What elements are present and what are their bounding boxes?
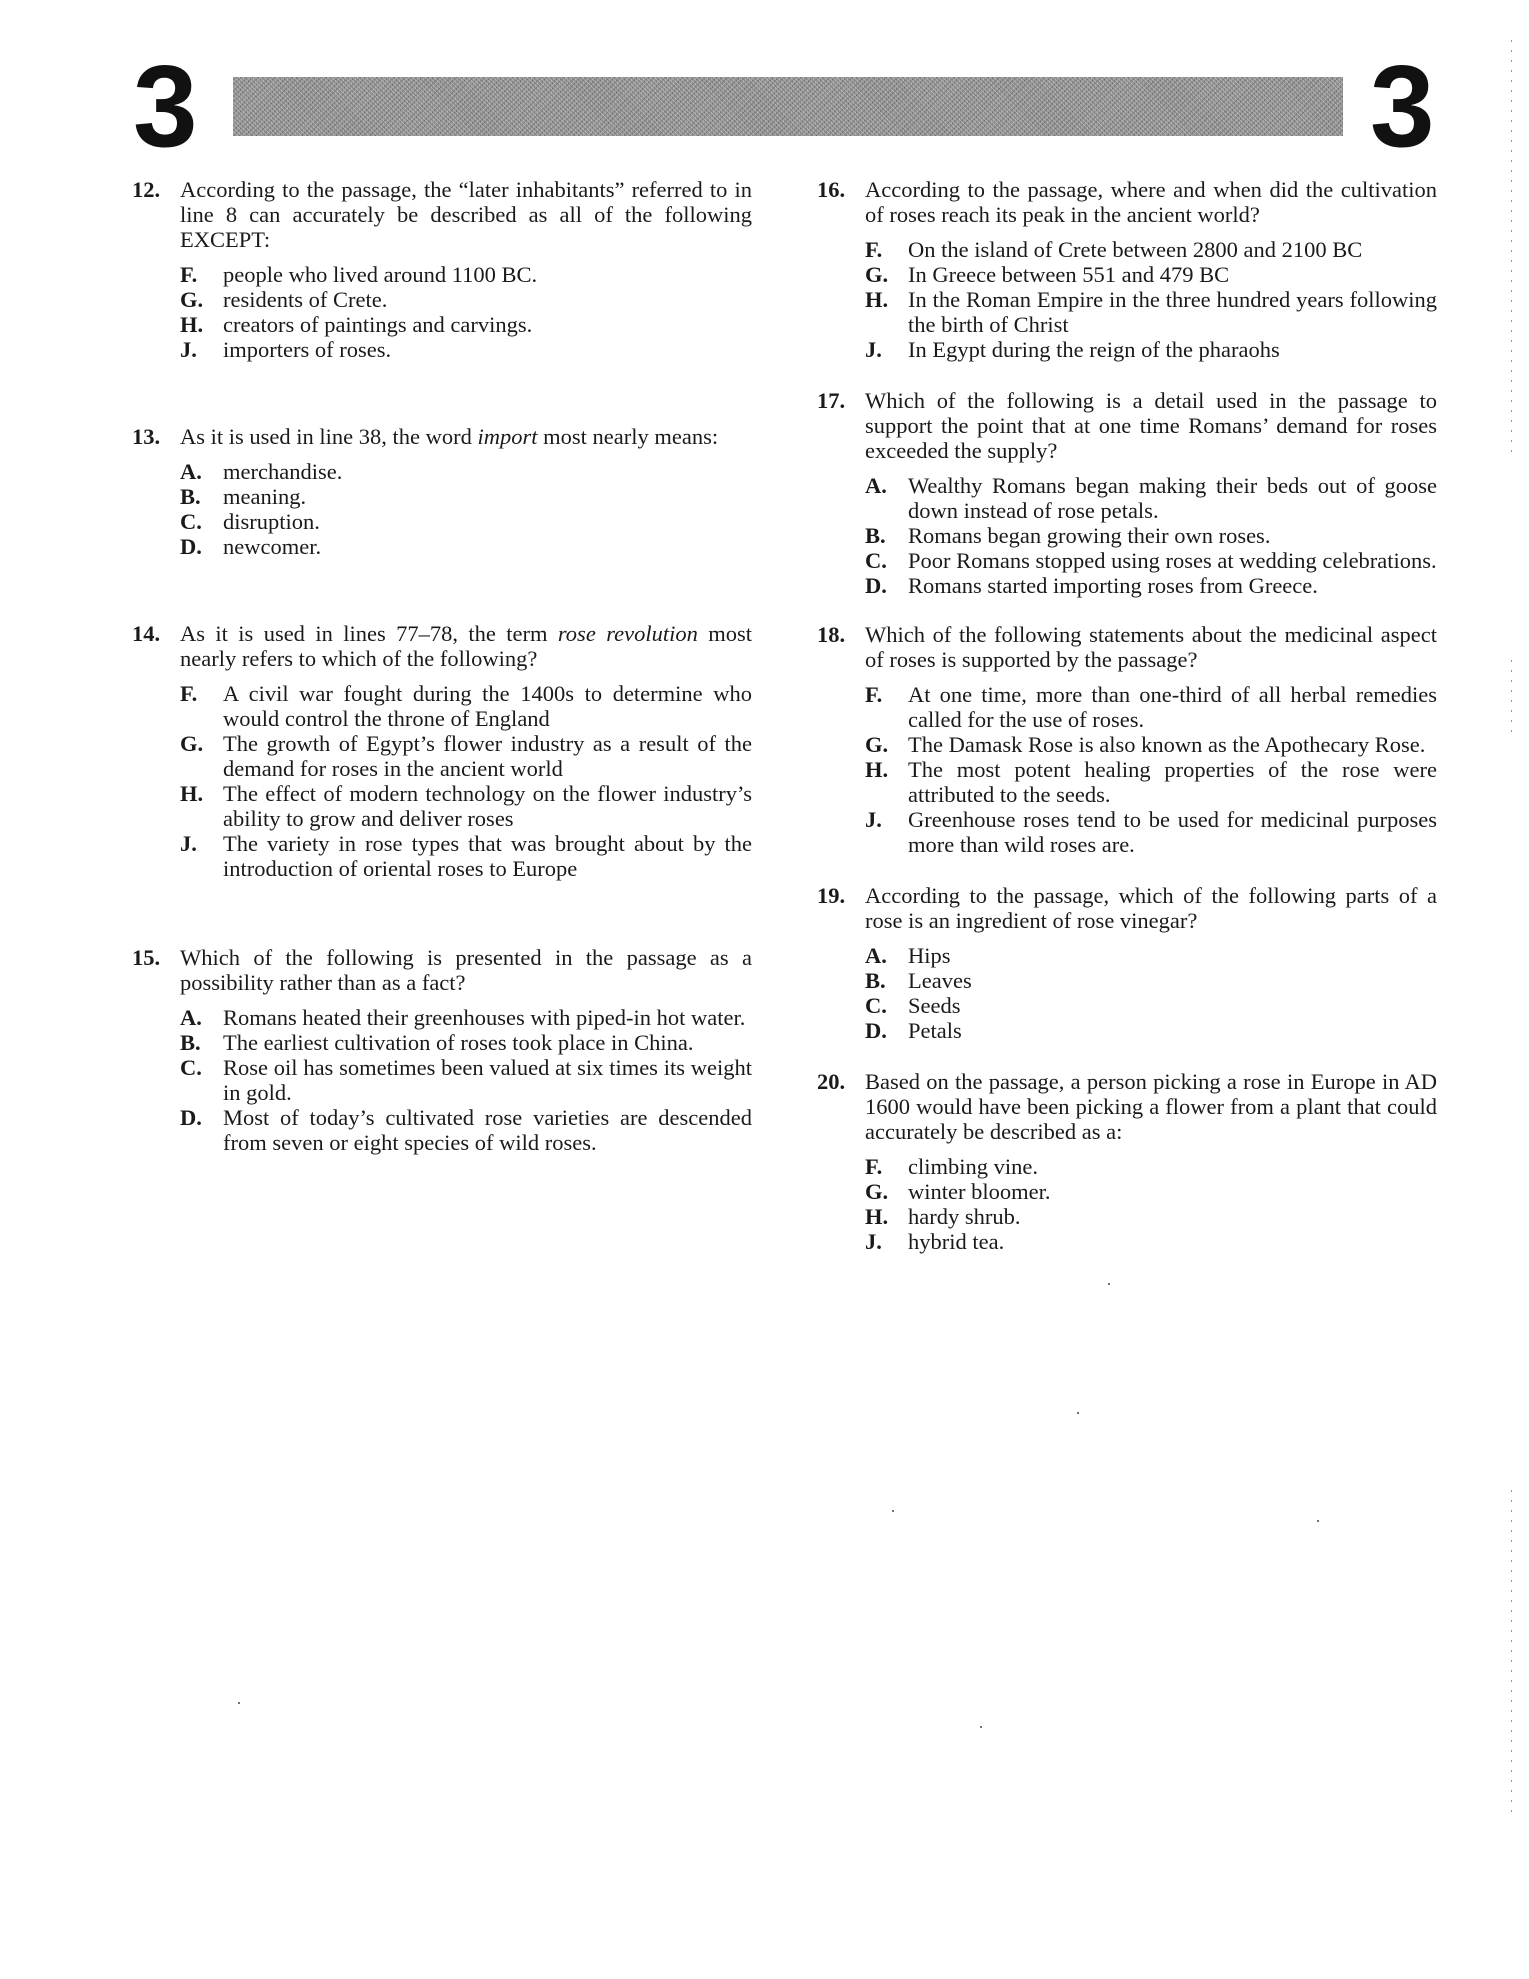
answer-letter: C. <box>180 509 202 534</box>
answer-letter: G. <box>865 732 889 757</box>
answer-choices <box>180 262 752 362</box>
answer-choice <box>865 757 1437 807</box>
answer-letter: F. <box>865 1154 883 1179</box>
answer-choice <box>180 1005 752 1030</box>
answer-text: meaning. <box>223 484 307 509</box>
answer-choices <box>865 1154 1437 1254</box>
scan-speck <box>1317 1520 1319 1522</box>
answer-choice <box>865 337 1437 362</box>
answer-letter: H. <box>865 757 889 782</box>
answer-text: On the island of Crete between 2800 and 2100 BC <box>908 237 1363 262</box>
section-header-bar <box>233 77 1343 136</box>
answer-letter: D. <box>180 1105 202 1130</box>
answer-text: The earliest cultivation of roses took place in China. <box>223 1030 694 1055</box>
answer-letter: B. <box>865 968 886 993</box>
answer-text: people who lived around 1100 BC. <box>223 262 538 287</box>
answer-choice <box>180 262 752 287</box>
answer-letter: G. <box>865 262 889 287</box>
question-stem <box>180 424 752 449</box>
answer-choice <box>865 523 1437 548</box>
answer-choice <box>180 534 752 559</box>
answer-letter: D. <box>865 573 887 598</box>
answer-choices <box>180 1005 752 1155</box>
answer-choices <box>180 681 752 881</box>
answer-letter: H. <box>180 312 204 337</box>
answer-text: The variety in rose types that was brought about by the introduction of oriental roses to Europe <box>223 831 752 881</box>
answer-choice <box>865 807 1437 857</box>
answer-text: Poor Romans stopped using roses at wedding celebrations. <box>908 548 1437 573</box>
answer-choice <box>180 831 752 881</box>
answer-choice <box>180 287 752 312</box>
question-stem-emphasis: import <box>477 424 538 449</box>
question-stem <box>180 945 752 995</box>
answer-choice <box>865 732 1437 757</box>
question-stem <box>180 621 752 671</box>
answer-letter: F. <box>865 237 883 262</box>
answer-choice <box>865 943 1437 968</box>
question-stem <box>865 1069 1437 1144</box>
question-16 <box>817 177 1437 362</box>
answer-choices <box>865 682 1437 857</box>
question-stem <box>865 883 1437 933</box>
question-stem-text: Based on the passage, a person picking a rose in Europe in AD 1600 would have been picking a flower from a plant that could accurately be described as a: <box>865 1069 1437 1144</box>
question-number: 20. <box>817 1069 846 1094</box>
scan-speck <box>1077 1412 1079 1414</box>
answer-choice <box>865 237 1437 262</box>
answer-text: merchandise. <box>223 459 343 484</box>
scan-edge-marks <box>1511 40 1512 460</box>
answer-text: In Greece between 551 and 479 BC <box>908 262 1230 287</box>
question-stem-text: Which of the following is presented in the passage as a possibility rather than as a fact? <box>180 945 752 995</box>
answer-letter: D. <box>865 1018 887 1043</box>
answer-text: Seeds <box>908 993 961 1018</box>
answer-text: winter bloomer. <box>908 1179 1051 1204</box>
answer-choice <box>180 1055 752 1105</box>
question-stem-text: According to the passage, where and when did the cultivation of roses reach its peak in the ancient world? <box>865 177 1437 227</box>
answer-choice <box>180 459 752 484</box>
answer-letter: B. <box>180 1030 201 1055</box>
scan-speck <box>1108 1283 1110 1285</box>
question-number: 17. <box>817 388 846 413</box>
section-number-right: 3 <box>1370 41 1435 171</box>
answer-choice <box>865 1179 1437 1204</box>
answer-letter: D. <box>180 534 202 559</box>
answer-text: In the Roman Empire in the three hundred years following the birth of Christ <box>908 287 1437 337</box>
answer-text: Rose oil has sometimes been valued at six times its weight in gold. <box>223 1055 752 1105</box>
answer-letter: J. <box>865 337 882 362</box>
answer-letter: H. <box>180 781 204 806</box>
answer-choice <box>180 509 752 534</box>
answer-letter: F. <box>180 262 198 287</box>
scan-edge-marks <box>1511 1490 1512 1820</box>
answer-text: Greenhouse roses tend to be used for medicinal purposes more than wild roses are. <box>908 807 1437 857</box>
answer-choice <box>180 484 752 509</box>
answer-choice <box>865 968 1437 993</box>
answer-choice <box>865 548 1437 573</box>
answer-choice <box>865 1154 1437 1179</box>
answer-text: Romans started importing roses from Greece. <box>908 573 1318 598</box>
answer-text: disruption. <box>223 509 320 534</box>
question-14 <box>132 621 752 881</box>
scan-speck <box>892 1510 894 1512</box>
scan-speck <box>238 1702 240 1704</box>
question-15 <box>132 945 752 1155</box>
answer-letter: G. <box>865 1179 889 1204</box>
answer-choice <box>180 1105 752 1155</box>
answer-choice <box>180 781 752 831</box>
question-12 <box>132 177 752 362</box>
answer-choice <box>180 681 752 731</box>
answer-letter: A. <box>180 459 202 484</box>
answer-letter: B. <box>865 523 886 548</box>
answer-choice <box>865 682 1437 732</box>
answer-choices <box>865 473 1437 598</box>
answer-text: The effect of modern technology on the flower industry’s ability to grow and deliver roses <box>223 781 752 831</box>
answer-choice <box>865 1229 1437 1254</box>
question-stem-emphasis: rose revolution <box>557 621 698 646</box>
answer-choice <box>180 731 752 781</box>
scan-speck <box>980 1726 982 1728</box>
answer-choice <box>180 337 752 362</box>
answer-text: hybrid tea. <box>908 1229 1005 1254</box>
question-stem-text: As it is used in lines 77–78, the term <box>180 621 558 646</box>
question-spacer <box>817 1043 1437 1069</box>
answer-letter: C. <box>180 1055 202 1080</box>
answer-text: The Damask Rose is also known as the Apothecary Rose. <box>908 732 1426 757</box>
answer-letter: C. <box>865 548 887 573</box>
question-number: 13. <box>132 424 161 449</box>
answer-text: Wealthy Romans began making their beds out of goose down instead of rose petals. <box>908 473 1437 523</box>
answer-text: Most of today’s cultivated rose varieties are descended from seven or eight species of wild roses. <box>223 1105 752 1155</box>
answer-letter: J. <box>180 337 197 362</box>
answer-letter: J. <box>865 807 882 832</box>
question-20 <box>817 1069 1437 1254</box>
question-stem-text: Which of the following statements about the medicinal aspect of roses is supported by the passage? <box>865 622 1437 672</box>
answer-text: At one time, more than one-third of all herbal remedies called for the use of roses. <box>908 682 1437 732</box>
question-stem-text: Which of the following is a detail used in the passage to support the point that at one time Romans’ demand for roses exceeded the supply? <box>865 388 1437 463</box>
answer-text: The most potent healing properties of the rose were attributed to the seeds. <box>908 757 1437 807</box>
answer-letter: G. <box>180 287 204 312</box>
answer-text: Leaves <box>908 968 972 993</box>
question-spacer <box>817 857 1437 883</box>
answer-letter: B. <box>180 484 201 509</box>
question-number: 15. <box>132 945 161 970</box>
answer-text: Hips <box>908 943 951 968</box>
answer-text: importers of roses. <box>223 337 392 362</box>
question-13 <box>132 424 752 559</box>
question-column-left <box>132 177 752 1155</box>
answer-text: creators of paintings and carvings. <box>223 312 533 337</box>
answer-text: climbing vine. <box>908 1154 1038 1179</box>
question-stem-text: According to the passage, the “later inhabitants” referred to in line 8 can accurately be described as all of the following EXCEPT: <box>180 177 752 252</box>
answer-choices <box>180 459 752 559</box>
answer-text: residents of Crete. <box>223 287 388 312</box>
answer-letter: G. <box>180 731 204 756</box>
question-spacer <box>132 362 752 424</box>
answer-choice <box>865 287 1437 337</box>
question-number: 14. <box>132 621 161 646</box>
question-18 <box>817 622 1437 857</box>
question-spacer <box>132 559 752 621</box>
question-19 <box>817 883 1437 1043</box>
answer-letter: J. <box>865 1229 882 1254</box>
question-stem <box>865 388 1437 463</box>
question-stem-text: According to the passage, which of the following parts of a rose is an ingredient of rose vinegar? <box>865 883 1437 933</box>
question-column-right <box>817 177 1437 1254</box>
answer-text: In Egypt during the reign of the pharaohs <box>908 337 1280 362</box>
answer-choice <box>865 1204 1437 1229</box>
answer-letter: A. <box>865 473 887 498</box>
question-stem <box>865 177 1437 227</box>
answer-letter: J. <box>180 831 197 856</box>
section-number-left: 3 <box>133 41 198 171</box>
question-number: 16. <box>817 177 846 202</box>
answer-choices <box>865 237 1437 362</box>
answer-letter: H. <box>865 287 889 312</box>
answer-letter: C. <box>865 993 887 1018</box>
question-spacer <box>817 362 1437 388</box>
answer-letter: A. <box>180 1005 202 1030</box>
answer-choice <box>180 1030 752 1055</box>
answer-text: The growth of Egypt’s flower industry as a result of the demand for roses in the ancient world <box>223 731 752 781</box>
question-stem-text: As it is used in line 38, the word <box>180 424 478 449</box>
scan-edge-marks <box>1511 660 1512 740</box>
question-spacer <box>817 598 1437 622</box>
question-17 <box>817 388 1437 598</box>
answer-text: hardy shrub. <box>908 1204 1021 1229</box>
answer-letter: F. <box>865 682 883 707</box>
answer-choices <box>865 943 1437 1043</box>
question-stem <box>865 622 1437 672</box>
answer-text: Romans heated their greenhouses with piped-in hot water. <box>223 1005 746 1030</box>
answer-choice <box>865 262 1437 287</box>
answer-choice <box>865 573 1437 598</box>
answer-choice <box>865 993 1437 1018</box>
question-number: 12. <box>132 177 161 202</box>
answer-text: A civil war fought during the 1400s to determine who would control the throne of England <box>223 681 752 731</box>
question-number: 19. <box>817 883 846 908</box>
question-spacer <box>132 881 752 945</box>
answer-letter: F. <box>180 681 198 706</box>
answer-letter: A. <box>865 943 887 968</box>
question-stem <box>180 177 752 252</box>
answer-choice <box>865 1018 1437 1043</box>
answer-choice <box>180 312 752 337</box>
question-stem-text: most nearly refers to which of the following? <box>180 621 753 671</box>
answer-letter: H. <box>865 1204 889 1229</box>
answer-text: newcomer. <box>223 534 322 559</box>
question-stem-text: most nearly means: <box>537 424 719 449</box>
answer-text: Romans began growing their own roses. <box>908 523 1271 548</box>
answer-text: Petals <box>908 1018 962 1043</box>
question-number: 18. <box>817 622 846 647</box>
answer-choice <box>865 473 1437 523</box>
